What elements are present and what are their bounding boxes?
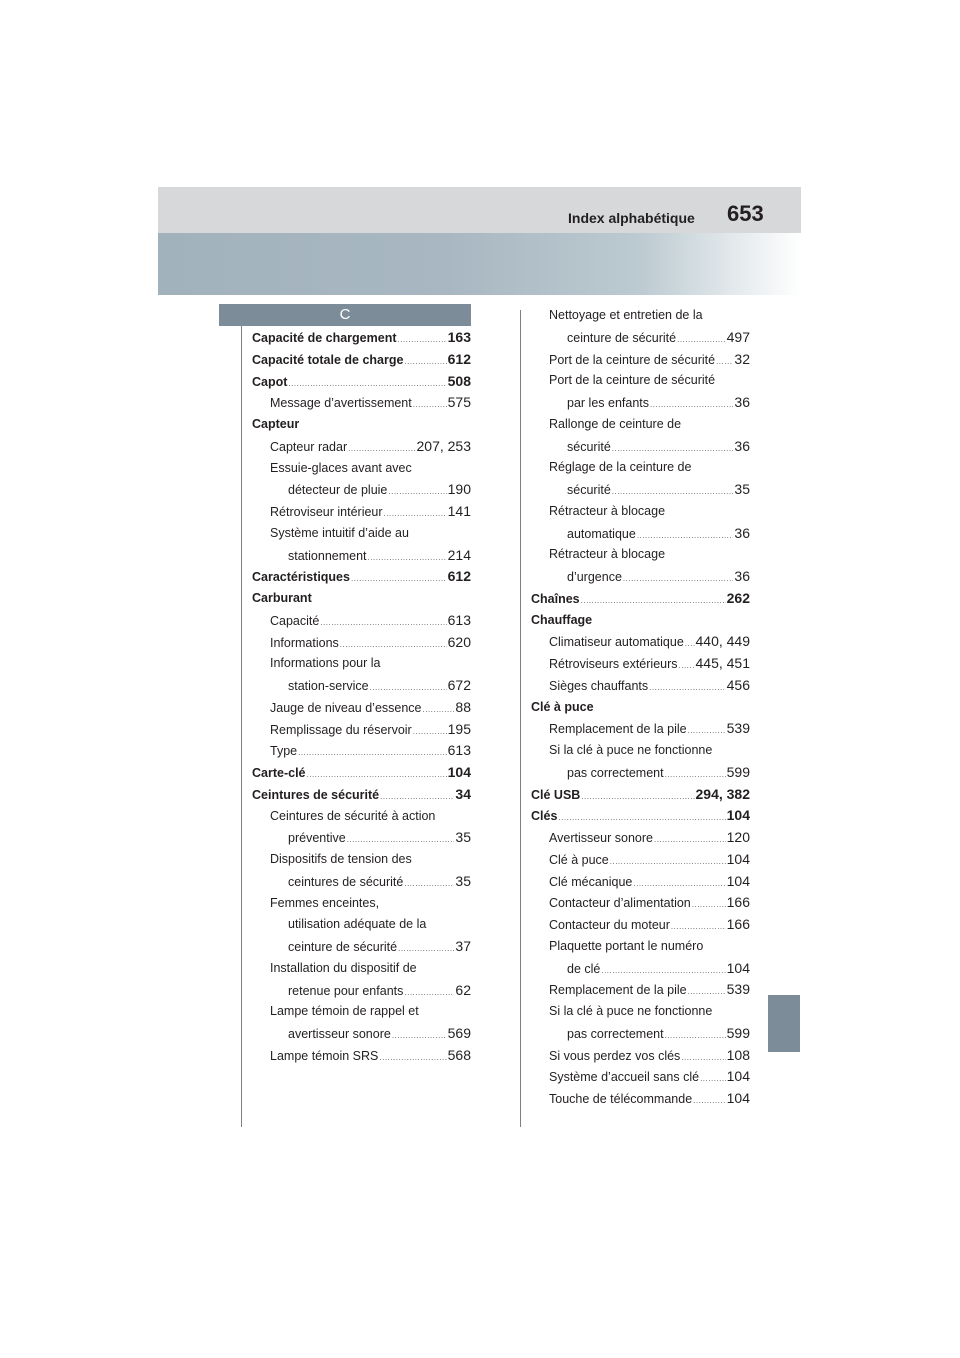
index-entry-text: Climatiseur automatique [549, 635, 684, 650]
index-entry [531, 871, 750, 893]
index-entry-page-ref: 599 [726, 763, 750, 780]
dot-leader [688, 720, 726, 742]
index-entry [531, 718, 750, 740]
left-column-rule [241, 310, 242, 1127]
index-entry-text: Installation du dispositif de [270, 960, 417, 975]
index-entry-text: Si la clé à puce ne fonctionne [549, 743, 713, 757]
dot-leader [347, 829, 455, 851]
index-entry-page-ref: 456 [726, 676, 750, 693]
header-gradient-band [158, 233, 801, 295]
index-entry-text: Clé mécanique [549, 874, 633, 889]
index-entry-page-ref: 497 [726, 328, 750, 345]
dot-leader [637, 525, 734, 547]
dot-leader [633, 873, 725, 895]
index-entry [252, 762, 471, 784]
index-entry [252, 849, 471, 871]
column-divider-rule [520, 310, 521, 1127]
index-entry-page-ref: 214 [447, 546, 471, 563]
index-entry [252, 610, 471, 632]
dot-leader [370, 677, 447, 699]
index-entry-page-ref: 88 [455, 698, 471, 715]
index-entry [252, 914, 471, 936]
dot-leader [384, 503, 447, 525]
index-entry-text: utilisation adéquate de la [288, 917, 427, 932]
index-entry [252, 327, 471, 349]
index-entry-page-ref: 294, 382 [695, 785, 750, 802]
index-entry [252, 653, 471, 675]
index-entry [531, 588, 750, 610]
index-entry [531, 653, 750, 675]
index-entry [252, 697, 471, 719]
dot-leader [307, 764, 447, 786]
index-entry-text: Type [270, 744, 298, 759]
index-entry-text: ceintures de sécurité [288, 874, 404, 889]
page-header [158, 187, 801, 233]
index-entry-text: Message d’avertissement [270, 396, 412, 411]
index-entry-text: Rétroviseur intérieur [270, 505, 383, 519]
index-entry-text: Capacité de chargement [252, 331, 397, 345]
index-entry-page-ref: 613 [447, 611, 471, 628]
dot-leader [693, 1090, 725, 1112]
index-entry-text: Chaînes [531, 591, 580, 606]
index-entry [252, 458, 471, 480]
dot-leader [665, 764, 726, 786]
dot-leader [413, 394, 447, 416]
index-entry [531, 349, 750, 371]
index-entry-text: Lampe témoin de rappel et [270, 1004, 419, 1019]
index-entry [531, 370, 750, 392]
index-entry [531, 436, 750, 458]
index-entry [531, 610, 750, 632]
dot-leader [700, 1068, 726, 1090]
index-entry-text: préventive [288, 831, 346, 846]
index-entry [252, 719, 471, 741]
index-entry-text: Clé USB [531, 787, 581, 802]
index-entry-text: Informations [270, 635, 339, 650]
index-entry-text: Capacité totale de charge [252, 352, 404, 367]
index-entry-text: Touche de télécommande [549, 1092, 693, 1106]
index-entry-text: détecteur de pluie [288, 483, 388, 498]
index-entry-text: d’urgence [567, 570, 622, 584]
index-entry-text: Ceintures de sécurité [252, 787, 380, 802]
index-entry-text: Réglage de la ceinture de [549, 460, 692, 475]
index-entry-text: Capacité [270, 613, 320, 628]
index-entry-text: Carte-clé [252, 766, 306, 780]
index-entry-text: Port de la ceinture de sécurité [549, 373, 716, 388]
index-entry [531, 457, 750, 479]
index-entry [531, 784, 750, 806]
index-entry-text: pas correctement [567, 1026, 664, 1041]
index-entry-text: Essuie-glaces avant avec [270, 460, 412, 475]
page-header-title: Index alphabétique [568, 210, 695, 226]
index-entry-text: Capteur [252, 417, 300, 431]
index-entry [531, 523, 750, 545]
section-letter-heading: C [219, 304, 471, 326]
index-entry-text: Carburant [252, 591, 312, 605]
index-entry-text: Jauge de niveau d’essence [270, 700, 422, 715]
index-entry-page-ref: 104 [726, 872, 750, 889]
index-entry-text: automatique [567, 526, 636, 541]
index-entry-page-ref: 34 [455, 785, 471, 802]
index-entry-text: sécurité [567, 483, 611, 497]
index-entry [531, 544, 750, 566]
dot-leader [380, 786, 454, 808]
index-entry-text: Clé à puce [531, 699, 594, 714]
index-entry-page-ref: 120 [726, 829, 750, 845]
index-entry-page-ref: 104 [726, 959, 750, 976]
dot-leader [610, 851, 726, 873]
index-entry [531, 914, 750, 936]
dot-leader [340, 634, 447, 656]
index-entry-text: Plaquette portant le numéro [549, 938, 704, 953]
index-entry-text: ceinture de sécurité [567, 330, 677, 345]
index-entry-text: de clé [567, 961, 601, 976]
index-entry-page-ref: 262 [726, 589, 750, 606]
index-column-right [531, 305, 750, 1110]
index-entry [531, 566, 750, 588]
index-entry [252, 632, 471, 654]
index-column-left [252, 327, 471, 1067]
index-entry [531, 697, 750, 719]
index-entry-page-ref: 207, 253 [416, 437, 471, 454]
index-entry [252, 371, 471, 393]
dot-leader [581, 590, 726, 612]
dot-leader [398, 938, 454, 960]
index-entry [531, 740, 750, 762]
index-entry [531, 958, 750, 980]
index-entry-text: Avertisseur sonore [549, 831, 653, 845]
dot-leader [320, 612, 446, 634]
index-entry-text: Remplacement de la pile [549, 983, 687, 998]
index-entry-page-ref: 539 [726, 981, 750, 998]
index-entry [252, 871, 471, 893]
dot-leader [612, 481, 734, 503]
index-entry-page-ref: 35 [734, 481, 750, 497]
index-entry [252, 806, 471, 828]
index-entry [252, 980, 471, 1002]
index-entry-page-ref: 612 [447, 350, 471, 367]
index-entry-page-ref: 62 [455, 981, 471, 998]
index-entry [252, 392, 471, 414]
index-entry [531, 305, 750, 327]
index-entry [531, 936, 750, 958]
index-entry-text: Remplacement de la pile [549, 722, 687, 737]
index-entry-text: par les enfants [567, 396, 649, 410]
dot-leader [288, 373, 446, 395]
index-entry-text: pas correctement [567, 765, 664, 780]
dot-leader [388, 481, 446, 503]
dot-leader [681, 1047, 725, 1069]
index-entry-page-ref: 35 [455, 829, 471, 846]
index-entry-page-ref: 613 [447, 742, 471, 759]
index-entry-page-ref: 508 [447, 372, 471, 389]
index-entry-page-ref: 599 [726, 1024, 750, 1041]
index-entry-page-ref: 108 [726, 1046, 750, 1063]
index-entry-text: Informations pour la [270, 656, 381, 671]
index-entry [252, 414, 471, 436]
dot-leader [665, 1025, 726, 1047]
index-entry [531, 414, 750, 436]
index-entry-text: Si la clé à puce ne fonctionne [549, 1004, 713, 1018]
index-entry [252, 1045, 471, 1067]
dot-leader [685, 633, 695, 655]
index-entry-text: Rallonge de ceinture de [549, 416, 682, 431]
index-entry-page-ref: 141 [447, 503, 471, 519]
index-entry [252, 523, 471, 545]
index-entry-text: Rétracteur à blocage [549, 503, 666, 518]
index-entry-page-ref: 36 [734, 524, 750, 541]
dot-leader [368, 547, 447, 569]
index-entry-text: Chauffage [531, 612, 593, 627]
index-entry [531, 327, 750, 349]
index-entry-text: Rétroviseurs extérieurs [549, 657, 678, 671]
index-entry [531, 392, 750, 414]
index-entry [252, 349, 471, 371]
index-entry-text: Capteur radar [270, 439, 348, 454]
index-entry [252, 1001, 471, 1023]
index-entry-text: avertisseur sonore [288, 1027, 391, 1041]
index-entry-text: Ceintures de sécurité à action [270, 808, 436, 823]
index-entry [531, 675, 750, 697]
index-entry [252, 545, 471, 567]
index-entry-page-ref: 569 [447, 1025, 471, 1041]
dot-leader [688, 981, 726, 1003]
index-entry-page-ref: 36 [734, 437, 750, 454]
dot-leader [581, 786, 694, 808]
index-entry-page-ref: 190 [447, 481, 471, 498]
index-entry [531, 1045, 750, 1067]
index-entry-text: Dispositifs de tension des [270, 852, 412, 866]
index-entry-text: ceinture de sécurité [288, 940, 398, 954]
index-entry [252, 566, 471, 588]
index-entry-text: Port de la ceinture de sécurité [549, 352, 716, 367]
index-entry-page-ref: 104 [447, 764, 471, 780]
dot-leader [650, 394, 733, 416]
index-entry [252, 501, 471, 523]
index-entry-page-ref: 440, 449 [695, 633, 750, 650]
index-entry-text: Clés [531, 809, 558, 824]
dot-leader [392, 1025, 447, 1047]
index-entry-page-ref: 166 [726, 916, 750, 932]
index-entry-page-ref: 104 [726, 807, 750, 824]
index-entry-page-ref: 166 [726, 894, 750, 911]
index-entry-text: sécurité [567, 439, 611, 454]
index-entry-page-ref: 35 [455, 872, 471, 889]
index-entry [531, 479, 750, 501]
index-entry-page-ref: 539 [726, 720, 750, 737]
index-entry-page-ref: 32 [734, 350, 750, 367]
dot-leader [612, 438, 734, 460]
index-entry-text: Contacteur du moteur [549, 918, 670, 932]
chapter-side-tab [768, 995, 800, 1052]
index-entry-text: Contacteur d’alimentation [549, 896, 691, 911]
index-entry-text: Caractéristiques [252, 570, 350, 585]
index-entry [531, 979, 750, 1001]
index-entry [252, 675, 471, 697]
index-entry-text: Clé à puce [549, 852, 609, 867]
dot-leader [671, 916, 726, 938]
index-entry [252, 936, 471, 958]
index-entry [531, 805, 750, 827]
dot-leader [379, 1047, 446, 1069]
index-entry-text: Rétracteur à blocage [549, 547, 666, 562]
dot-leader [692, 894, 726, 916]
index-entry [252, 893, 471, 915]
index-entry-text: Si vous perdez vos clés [549, 1048, 681, 1063]
dot-leader [423, 699, 455, 721]
index-entry-text: station-service [288, 679, 369, 693]
index-entry [531, 892, 750, 914]
dot-leader [413, 721, 447, 743]
index-entry-page-ref: 568 [447, 1046, 471, 1063]
index-entry [531, 762, 750, 784]
index-entry-text: Femmes enceintes, [270, 895, 380, 910]
index-entry-page-ref: 104 [726, 1068, 750, 1085]
dot-leader [679, 655, 695, 677]
dot-leader [716, 351, 733, 373]
dot-leader [398, 329, 447, 351]
dot-leader [404, 351, 446, 373]
index-entry [531, 1023, 750, 1045]
index-entry-page-ref: 575 [447, 394, 471, 411]
index-entry-text: Lampe témoin SRS [270, 1048, 379, 1063]
index-entry [252, 827, 471, 849]
index-entry-page-ref: 36 [734, 568, 750, 584]
index-entry-page-ref: 104 [726, 850, 750, 867]
page-number: 653 [727, 201, 764, 226]
dot-leader [298, 742, 447, 764]
index-entry [252, 740, 471, 762]
dot-leader [348, 438, 415, 460]
dot-leader [623, 568, 734, 590]
index-entry-page-ref: 36 [734, 394, 750, 410]
dot-leader [649, 677, 725, 699]
index-entry-text: Capot [252, 374, 288, 389]
index-entry [531, 501, 750, 523]
index-entry [531, 827, 750, 849]
index-entry-page-ref: 672 [447, 677, 471, 693]
index-entry-text: stationnement [288, 548, 367, 563]
index-entry-page-ref: 163 [447, 329, 471, 345]
index-entry [252, 1023, 471, 1045]
index-entry [531, 631, 750, 653]
index-entry-page-ref: 104 [726, 1090, 750, 1106]
dot-leader [404, 873, 454, 895]
dot-leader [654, 829, 726, 851]
index-entry-text: Remplissage du réservoir [270, 722, 412, 737]
index-entry [531, 849, 750, 871]
dot-leader [601, 960, 725, 982]
index-entry [252, 479, 471, 501]
index-entry-text: retenue pour enfants [288, 983, 404, 998]
index-entry-text: Nettoyage et entretien de la [549, 308, 703, 322]
dot-leader [351, 568, 447, 590]
index-entry [531, 1088, 750, 1110]
dot-leader [404, 982, 454, 1004]
dot-leader [558, 807, 725, 829]
index-entry-text: Système intuitif d’aide au [270, 525, 409, 540]
index-entry [531, 1066, 750, 1088]
index-entry [531, 1001, 750, 1023]
index-entry-page-ref: 37 [455, 938, 471, 954]
index-entry [252, 784, 471, 806]
index-entry [252, 436, 471, 458]
index-entry-page-ref: 195 [447, 720, 471, 737]
index-entry-page-ref: 620 [447, 633, 471, 650]
index-entry-text: Sièges chauffants [549, 678, 649, 693]
index-entry [252, 588, 471, 610]
index-entry-text: Système d’accueil sans clé [549, 1070, 700, 1085]
index-entry-page-ref: 445, 451 [695, 655, 750, 671]
index-entry [252, 958, 471, 980]
dot-leader [677, 329, 726, 351]
index-entry-page-ref: 612 [447, 568, 471, 585]
